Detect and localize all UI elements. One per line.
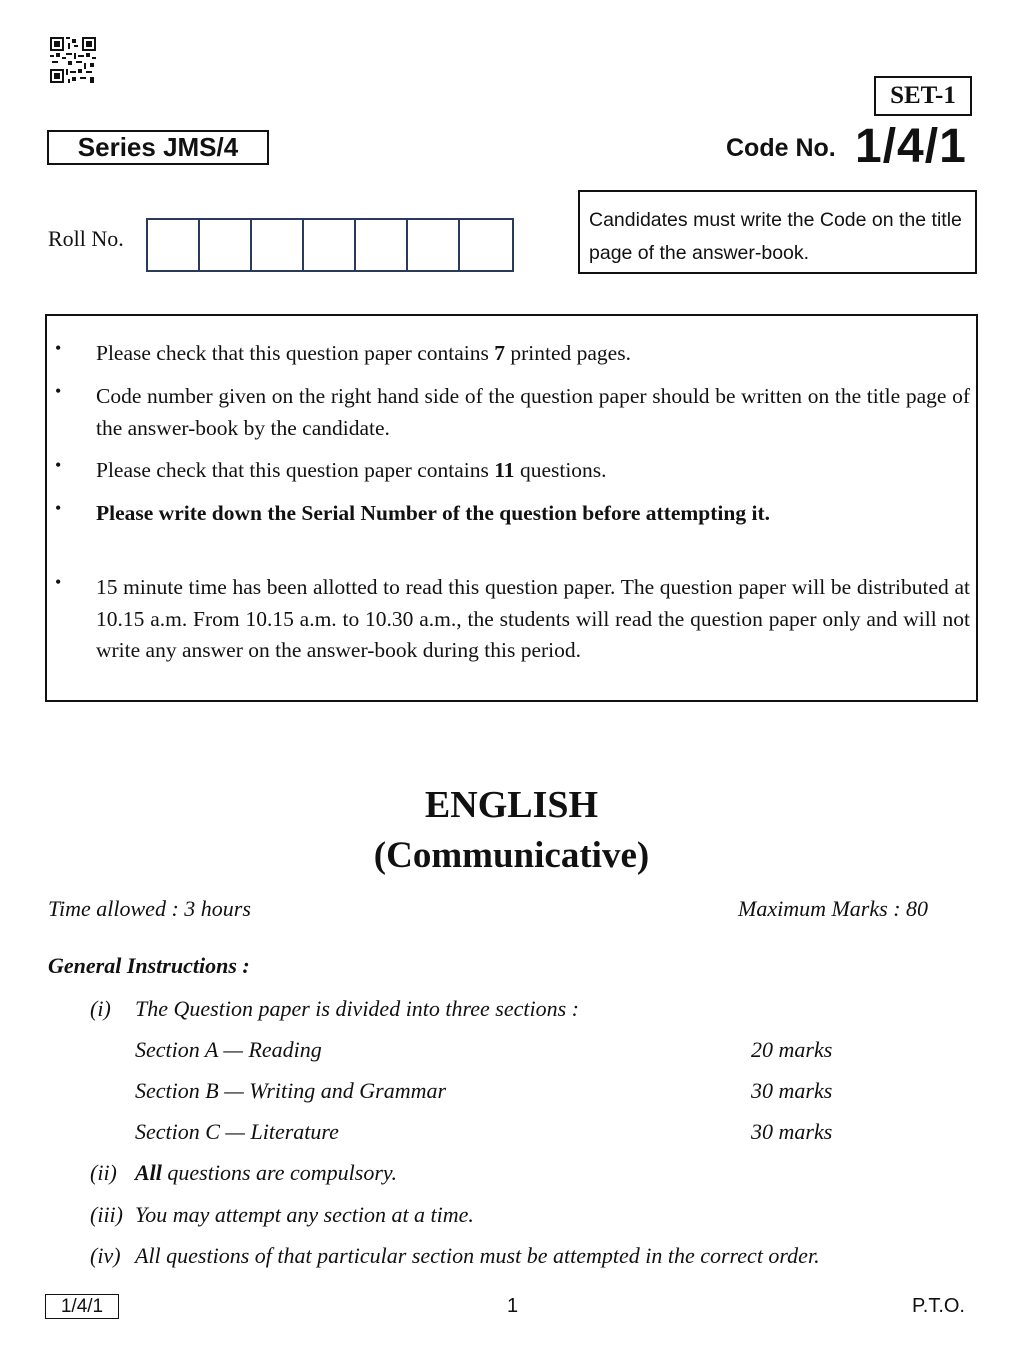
- section-marks: 20 marks: [751, 1037, 833, 1062]
- roll-number-digit-box: [408, 220, 460, 270]
- instruction-text: You may attempt any section at a time.: [135, 1202, 474, 1227]
- candidate-note-box: Candidates must write the Code on the title page of the answer-book.: [578, 190, 977, 274]
- subject-subtitle: (Communicative): [373, 835, 650, 876]
- notice-box: • Please check that this question paper contains 7 printed pages. • Code number given on the right hand side of the question paper should be written on the title page of the answer-book by the candidate. • Please check that this question paper contains 11 questions. • Please write down the Serial Number of the question before attempting it. • 15 minute time has been allotted to read this question paper. The question paper will be distributed at 10.15 a.m. From 10.15 a.m. to 10.30 a.m., the students will read the question paper only and will not write any answer on the answer-book during this period.: [45, 314, 978, 702]
- section-name: Section B — Writing and Grammar: [135, 1078, 447, 1103]
- instruction-number: (iii): [90, 1202, 123, 1227]
- roll-number-digit-box: [200, 220, 252, 270]
- subject-title: ENGLISH: [424, 784, 599, 826]
- footer-code: 1/4/1: [45, 1294, 119, 1319]
- section-marks: 30 marks: [751, 1078, 833, 1103]
- time-allowed: Time allowed : 3 hours: [48, 896, 251, 921]
- instructions-heading: General Instructions :: [48, 953, 250, 978]
- code-label: Code No.: [726, 134, 836, 162]
- roll-number-boxes: [146, 218, 514, 272]
- roll-number-digit-box: [252, 220, 304, 270]
- instruction-number: (i): [90, 996, 111, 1021]
- roll-number-label: Roll No.: [48, 226, 124, 251]
- instruction-number: (ii): [90, 1160, 117, 1185]
- instruction-number: (iv): [90, 1243, 121, 1268]
- roll-number-digit-box: [460, 220, 512, 270]
- section-name: Section A — Reading: [135, 1037, 322, 1062]
- section-name: Section C — Literature: [135, 1119, 339, 1144]
- bullet-icon: •: [55, 498, 62, 518]
- code-value: 1/4/1: [855, 120, 967, 173]
- series-label: Series JMS/4: [47, 130, 269, 165]
- bullet-icon: •: [55, 381, 62, 401]
- bullet-icon: •: [55, 455, 62, 475]
- section-marks: 30 marks: [751, 1119, 833, 1144]
- instruction-text: All questions of that particular section must be attempted in the correct order.: [135, 1243, 820, 1268]
- bullet-icon: •: [55, 572, 62, 592]
- qr-code: [50, 37, 96, 83]
- instruction-text: All questions are compulsory.: [135, 1160, 397, 1185]
- pto-label: P.T.O.: [912, 1295, 965, 1317]
- roll-number-digit-box: [148, 220, 200, 270]
- bullet-icon: •: [55, 338, 62, 358]
- instruction-text: The Question paper is divided into three sections :: [135, 996, 580, 1021]
- roll-number-digit-box: [304, 220, 356, 270]
- page-number: 1: [507, 1295, 519, 1317]
- roll-number-digit-box: [356, 220, 408, 270]
- set-badge: SET-1: [874, 76, 972, 116]
- maximum-marks: Maximum Marks : 80: [738, 896, 929, 921]
